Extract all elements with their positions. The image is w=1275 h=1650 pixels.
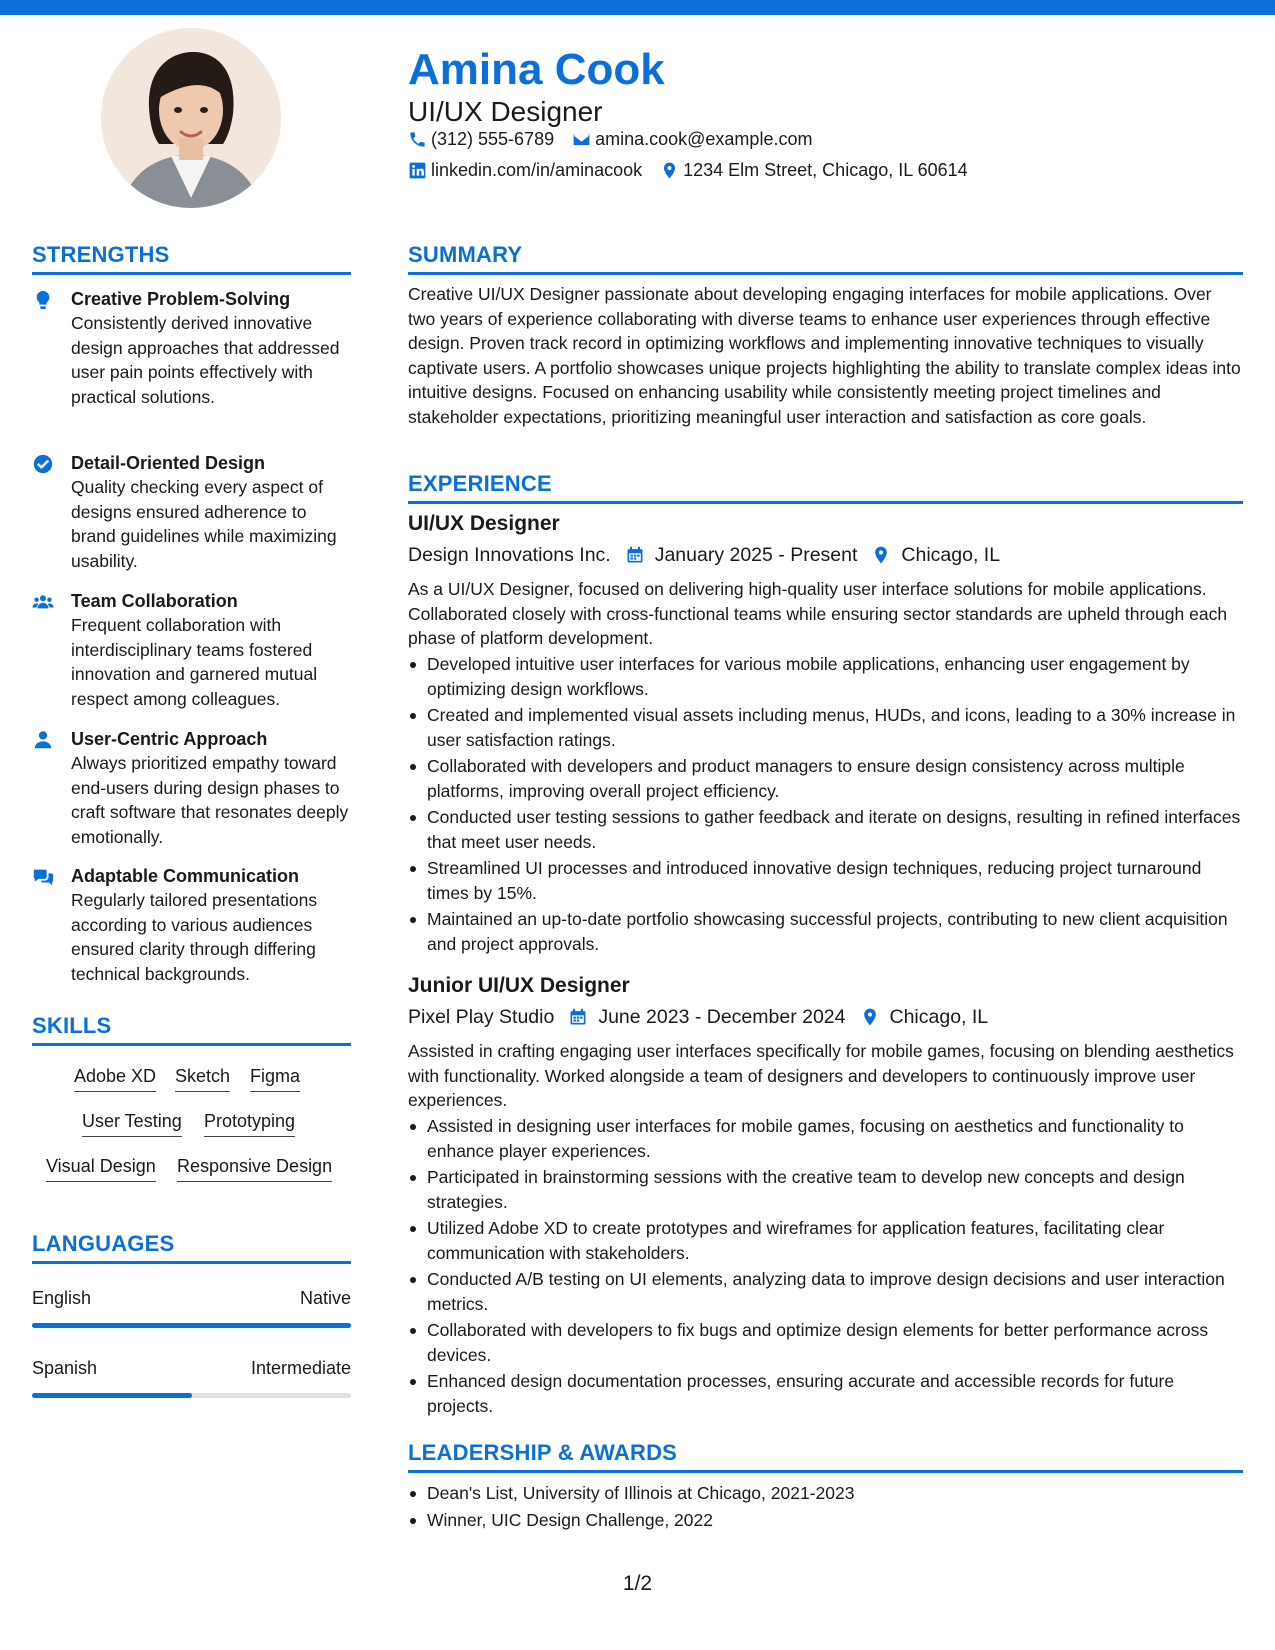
strength-desc: Always prioritized empathy toward end-users during design phases to craft software that resonates deeply emotionally. [71, 753, 349, 847]
job-location: Chicago, IL [901, 544, 1001, 566]
language-level: Intermediate [250, 1358, 351, 1378]
check-circle-icon [32, 453, 56, 475]
contact-address [660, 158, 968, 182]
phone-text: (312) 555-6789 [431, 129, 555, 149]
candidate-title: UI/UX Designer [408, 96, 603, 127]
job-meta [408, 542, 1000, 568]
list-item: Collaborated with developers and product managers to ensure design consistency across multiple platforms, improving overall project efficiency. [408, 754, 1243, 803]
language-level: Native [299, 1288, 351, 1308]
user-icon [32, 729, 56, 751]
list-item: Developed intuitive user interfaces for various mobile applications, enhancing user engagement by optimizing design workflows. [408, 652, 1243, 701]
profile-photo [101, 28, 281, 208]
list-item: Winner, UIC Design Challenge, 2022 [408, 1508, 1243, 1533]
strength-item [32, 451, 352, 573]
chat-bubbles-icon [32, 866, 56, 888]
calendar-icon [568, 1007, 588, 1027]
skill-tag: Visual Design [46, 1154, 156, 1182]
contact-row-2 [408, 158, 986, 182]
users-icon [32, 591, 56, 613]
linkedin-text: linkedin.com/in/aminacook [431, 160, 643, 180]
email-text: amina.cook@example.com [595, 129, 813, 149]
strength-desc: Consistently derived innovative design approaches that addressed user pain points effectively with practical solutions. [71, 313, 340, 407]
calendar-icon [625, 545, 645, 565]
experience-heading: EXPERIENCE [408, 471, 552, 496]
summary-heading: SUMMARY [408, 242, 523, 267]
strength-title: Creative Problem-Solving [71, 289, 291, 309]
languages-heading: LANGUAGES [32, 1231, 175, 1256]
skills-heading: SKILLS [32, 1013, 112, 1038]
skill-tag: User Testing [82, 1109, 182, 1137]
job-description: As a UI/UX Designer, focused on delivering high-quality user interface solutions for mobile applications. Collaborated closely with cross-functional teams while ensuring sector standards are upheld through each phase of platform development. [408, 579, 1228, 648]
language-bar-track [32, 1393, 351, 1398]
job-bullets [408, 652, 1243, 958]
list-item: Conducted user testing sessions to gather feedback and iterate on designs, resulting in refined interfaces that meet user needs. [408, 805, 1243, 854]
list-item: Utilized Adobe XD to create prototypes and wireframes for application features, facilitating clear communication with stakeholders. [408, 1216, 1243, 1265]
strength-item [32, 589, 352, 711]
job-bullets [408, 1114, 1243, 1420]
strength-desc: Regularly tailored presentations according to various audiences ensured clarity through differing technical backgrounds. [71, 890, 318, 984]
strength-item [32, 864, 352, 986]
list-item: Assisted in designing user interfaces for mobile games, focusing on aesthetics and functionality to enhance player experiences. [408, 1114, 1243, 1163]
skill-tag: Adobe XD [74, 1064, 156, 1092]
language-bar-fill [32, 1323, 351, 1328]
list-item: Enhanced design documentation processes, ensuring accurate and accessible records for future projects. [408, 1369, 1243, 1418]
job-title: Junior UI/UX Designer [408, 974, 630, 997]
skill-tag: Sketch [175, 1064, 230, 1092]
contact-linkedin[interactable] [408, 158, 642, 182]
job-title: UI/UX Designer [408, 512, 560, 535]
list-item: Maintained an up-to-date portfolio showcasing successful projects, contributing to new client acquisition and project approvals. [408, 907, 1243, 956]
strength-item [32, 287, 352, 409]
strength-title: Team Collaboration [71, 591, 238, 611]
strength-title: Adaptable Communication [71, 866, 300, 886]
strength-title: Detail-Oriented Design [71, 453, 266, 473]
avatar-portrait-icon [101, 28, 281, 208]
list-item: Created and implemented visual assets including menus, HUDs, and icons, leading to a 30% increase in user satisfaction ratings. [408, 703, 1243, 752]
skill-tag: Responsive Design [177, 1154, 332, 1182]
experience-rule [408, 501, 1243, 504]
summary-text: Creative UI/UX Designer passionate about developing engaging interfaces for mobile applications. Over two years of experience collaborating with diverse teams to enhance user experiences through effective design. Proven track record in optimizing workflows and implementing innovative techniques to visually captivate users. A portfolio showcases unique projects highlighting the ability to translate complex ideas into intuitive designs. Focused on enhancing usability while consistently meeting project timelines and stakeholder expectations, prioritizing meaningful user interaction and satisfaction as core goals. [408, 284, 1241, 427]
job-dates: January 2025 - Present [654, 544, 858, 566]
job-location: Chicago, IL [889, 1006, 989, 1028]
strength-title: User-Centric Approach [71, 729, 268, 749]
list-item: Collaborated with developers to fix bugs and optimize design elements for better performance across devices. [408, 1318, 1243, 1367]
list-item: Conducted A/B testing on UI elements, analyzing data to improve design decisions and user interaction metrics. [408, 1267, 1243, 1316]
skill-tag: Figma [250, 1064, 300, 1092]
language-bar-track [32, 1323, 351, 1328]
top-accent-bar [0, 0, 1275, 15]
job-description: Assisted in crafting engaging user interfaces specifically for mobile games, focusing on blending aesthetics with functionality. Worked alongside a team of designers and developers to continuously improve user experiences. [408, 1041, 1234, 1110]
lightbulb-icon [32, 289, 56, 311]
envelope-icon [572, 130, 591, 149]
candidate-name: Amina Cook [408, 45, 665, 94]
job-meta [408, 1004, 988, 1030]
contact-email[interactable] [572, 127, 812, 151]
contact-row-1 [408, 127, 830, 151]
strength-desc: Quality checking every aspect of designs ensured adherence to brand guidelines while maximizing usability. [71, 477, 337, 571]
contact-phone[interactable] [408, 127, 554, 151]
page-number: 1/2 [622, 1572, 653, 1595]
languages-rule [32, 1261, 351, 1264]
strengths-rule [32, 272, 351, 275]
awards-rule [408, 1470, 1243, 1473]
awards-heading: LEADERSHIP & AWARDS [408, 1440, 678, 1465]
linkedin-icon [408, 161, 427, 180]
summary-rule [408, 272, 1243, 275]
skill-tag: Prototyping [204, 1109, 295, 1137]
job-dates: June 2023 - December 2024 [598, 1006, 846, 1028]
awards-list [408, 1481, 1243, 1534]
language-bar-fill [32, 1393, 192, 1398]
map-pin-icon [860, 1007, 880, 1027]
list-item: Dean's List, University of Illinois at Chicago, 2021-2023 [408, 1481, 1243, 1506]
address-text: 1234 Elm Street, Chicago, IL 60614 [683, 160, 968, 180]
map-pin-icon [871, 545, 891, 565]
job-company: Design Innovations Inc. [408, 544, 611, 566]
map-pin-icon [660, 161, 679, 180]
strength-desc: Frequent collaboration with interdisciplinary teams fostered innovation and garnered mutual respect among colleagues. [71, 615, 318, 709]
language-name: English [32, 1288, 92, 1308]
strengths-heading: STRENGTHS [32, 242, 170, 267]
language-name: Spanish [32, 1358, 98, 1378]
skills-rule [32, 1043, 351, 1046]
phone-icon [408, 130, 427, 149]
list-item: Streamlined UI processes and introduced innovative design techniques, reducing project turnaround times by 15%. [408, 856, 1243, 905]
list-item: Participated in brainstorming sessions with the creative team to develop new concepts and design strategies. [408, 1165, 1243, 1214]
strength-item [32, 727, 352, 849]
job-company: Pixel Play Studio [408, 1006, 555, 1028]
